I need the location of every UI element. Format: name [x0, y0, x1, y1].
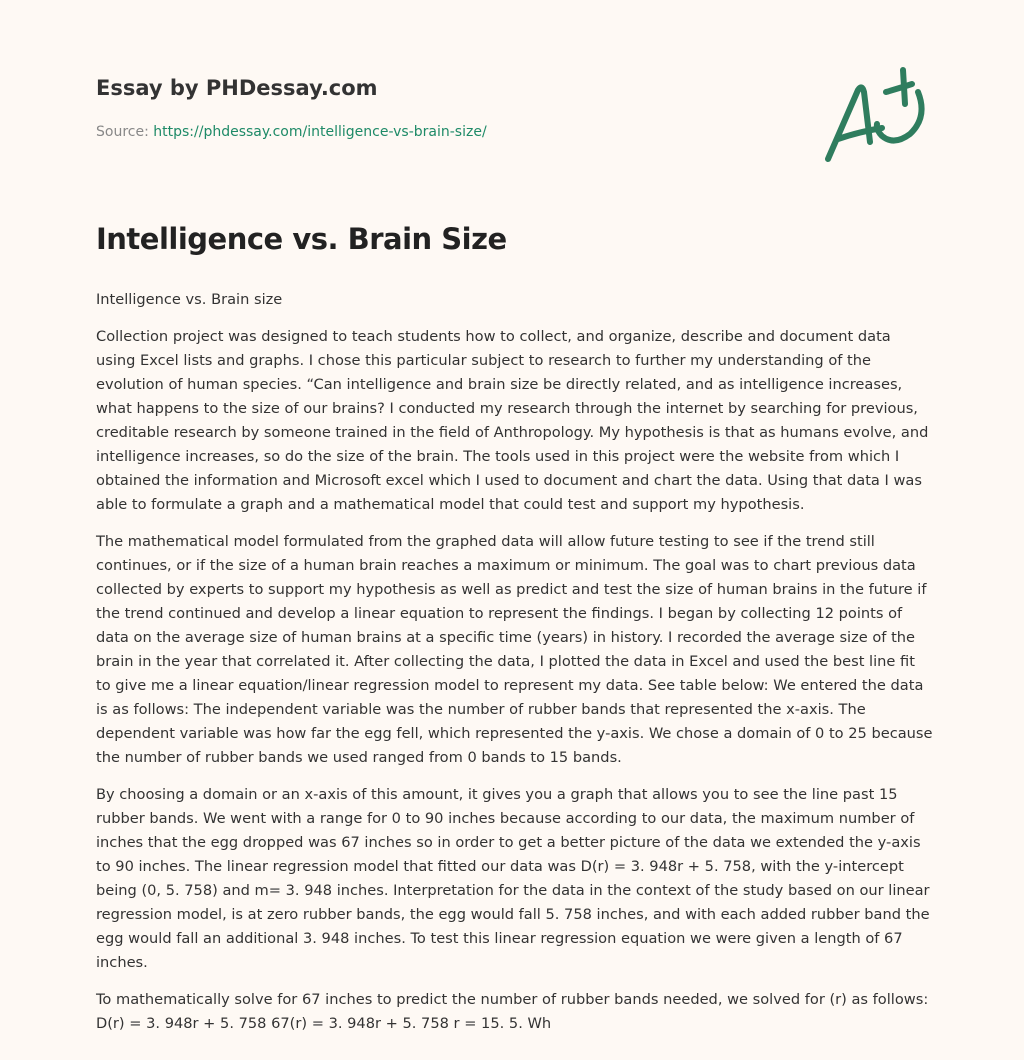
article-body — [96, 288, 934, 1049]
source-label: Source: — [96, 124, 149, 140]
source-line — [96, 124, 487, 140]
source-link[interactable]: https://phdessay.com/intelligence-vs-brain-size/ — [153, 124, 487, 140]
paragraph: Collection project was designed to teach students how to collect, and organize, describe and document data using Excel lists and graphs. I chose this particular subject to research to further my understanding of the evolution of human species. “Can intelligence and brain size be directly related, and as intelligence increases, what happens to the size of our brains? I conducted my research through the internet by searching for previous, creditable research by someone trained in the field of Anthropology. My hypothesis is that as humans evolve, and intelligence increases, so do the size of the brain. The tools used in this project were the website from which I obtained the information and Microsoft excel which I used to document and chart the data. Using that data I was able to formulate a graph and a mathematical model that could test and support my hypothesis. — [96, 328, 929, 513]
paragraph: To mathematically solve for 67 inches to predict the number of rubber bands needed, we solved for (r) as follows: D(r) = 3. 948r + 5. 758 67(r) = 3. 948r + 5. 758 r = 15. 5. Wh — [96, 991, 929, 1032]
paragraph: The mathematical model formulated from the graphed data will allow future testing to see if the trend still continues, or if the size of a human brain reaches a maximum or minimum. The goal was to chart previous data collected by experts to support my hypothesis as well as predict and test the size of human brains in the future if the trend continued and develop a linear equation to represent the findings. I began by collecting 12 points of data on the average size of human brains at a specific time (years) in history. I recorded the average size of the brain in the year that correlated it. After collecting the data, I plotted the data in Excel and used the best line fit to give me a linear equation/linear regression model to represent my data. See table below: We entered the data is as follows: The independent variable was the number of rubber bands that represented the x-axis. The dependent variable was how far the egg fell, which represented the y-axis. We chose a domain of 0 to 25 because the number of rubber bands we used ranged from 0 bands to 15 bands. — [96, 533, 933, 766]
article-title: Intelligence vs. Brain Size — [96, 222, 507, 256]
site-title: Essay by PHDessay.com — [96, 76, 378, 100]
a-plus-logo-icon — [820, 62, 930, 172]
paragraph: Intelligence vs. Brain size — [96, 291, 283, 308]
paragraph: By choosing a domain or an x-axis of this amount, it gives you a graph that allows you to see the line past 15 rubber bands. We went with a range for 0 to 90 inches because according to our data, the maximum number of inches that the egg dropped was 67 inches so in order to get a better picture of the data we extended the y-axis to 90 inches. The linear regression model that fitted our data was D(r) = 3. 948r + 5. 758, with the y-intercept being (0, 5. 758) and m= 3. 948 inches. Interpretation for the data in the context of the study based on our linear regression model, is at zero rubber bands, the egg would fall 5. 758 inches, and with each added rubber band the egg would fall an additional 3. 948 inches. To test this linear regression equation we were given a length of 67 inches. — [96, 786, 930, 971]
